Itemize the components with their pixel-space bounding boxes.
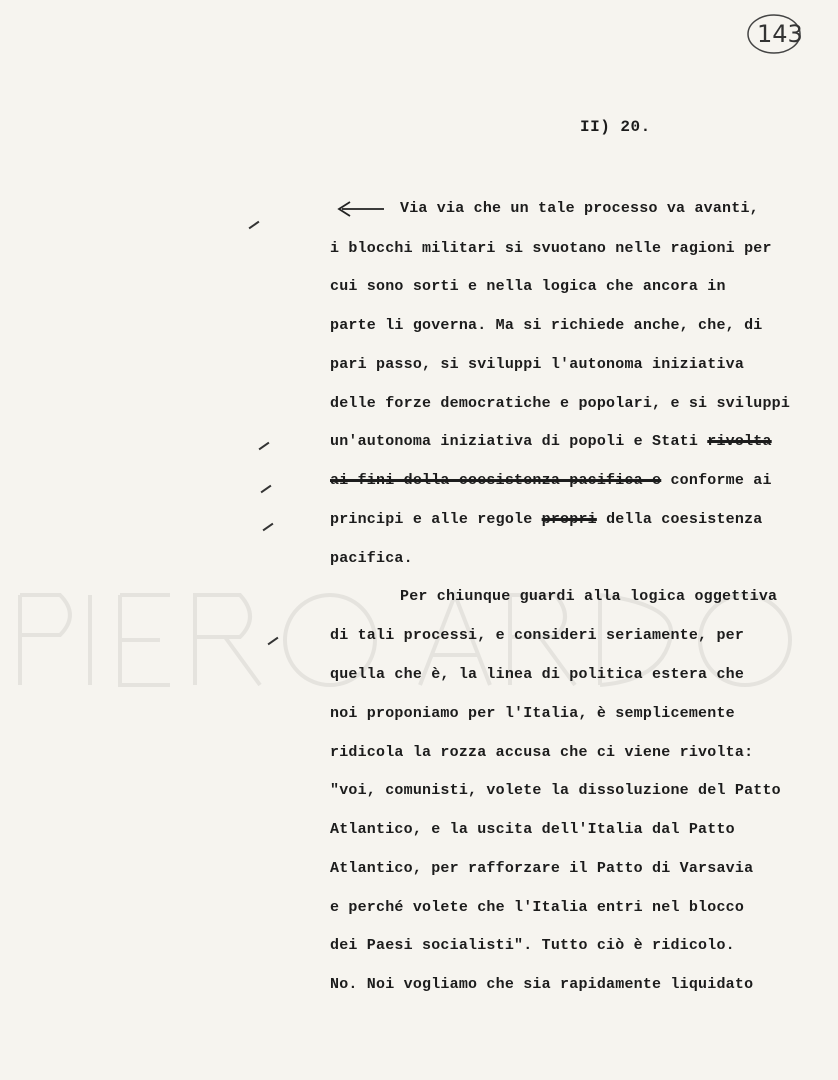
text-line: "voi, comunisti, volete la dissoluzione del Patto	[330, 782, 781, 799]
text-line: Atlantico, per rafforzare il Patto di Varsavia	[330, 860, 754, 877]
text-line: e perché volete che l'Italia entri nel blocco	[330, 899, 745, 916]
margin-tick-mark	[261, 485, 272, 494]
text-line: Via via che un tale processo va avanti,	[400, 200, 759, 217]
text-segment: della coesistenza	[606, 511, 763, 528]
text-line: delle forze democratiche e popolari, e si sviluppi	[330, 395, 791, 412]
text-line: Atlantico, e la uscita dell'Italia dal Patto	[330, 821, 735, 838]
text-line	[330, 511, 763, 528]
text-line: cui sono sorti e nella logica che ancora in	[330, 278, 726, 295]
insert-arrow-icon	[336, 200, 386, 218]
text-line: dei Paesi socialisti". Tutto ciò è ridicolo.	[330, 937, 735, 954]
text-line	[330, 433, 772, 450]
text-line: pacifica.	[330, 550, 413, 567]
struck-text: rivolta	[707, 433, 772, 450]
text-line	[330, 472, 772, 489]
margin-tick-mark	[259, 442, 270, 451]
text-line: pari passo, si sviluppi l'autonoma iniziativa	[330, 356, 745, 373]
text-line: Per chiunque guardi alla logica oggettiva	[400, 588, 778, 605]
text-line: parte li governa. Ma si richiede anche, che, di	[330, 317, 763, 334]
text-line: ridicola la rozza accusa che ci viene rivolta:	[330, 744, 754, 761]
margin-tick-mark	[268, 637, 279, 646]
margin-tick-mark	[249, 221, 260, 230]
text-line: noi proponiamo per l'Italia, è semplicemente	[330, 705, 735, 722]
struck-text: propri	[541, 511, 597, 528]
page-number: 143	[757, 20, 803, 48]
section-heading: II) 20.	[580, 118, 651, 136]
text-segment: principi e alle regole	[330, 511, 533, 528]
text-segment: conforme ai	[670, 472, 772, 489]
text-line: i blocchi militari si svuotano nelle ragioni per	[330, 240, 772, 257]
margin-tick-mark	[263, 523, 274, 532]
struck-text: ai fini della coesistenza pacifica e	[330, 472, 662, 489]
text-line: di tali processi, e consideri seriamente, per	[330, 627, 745, 644]
text-line: quella che è, la linea di politica estera che	[330, 666, 745, 683]
text-line: No. Noi vogliamo che sia rapidamente liquidato	[330, 976, 754, 993]
text-segment: un'autonoma iniziativa di popoli e Stati	[330, 433, 699, 450]
